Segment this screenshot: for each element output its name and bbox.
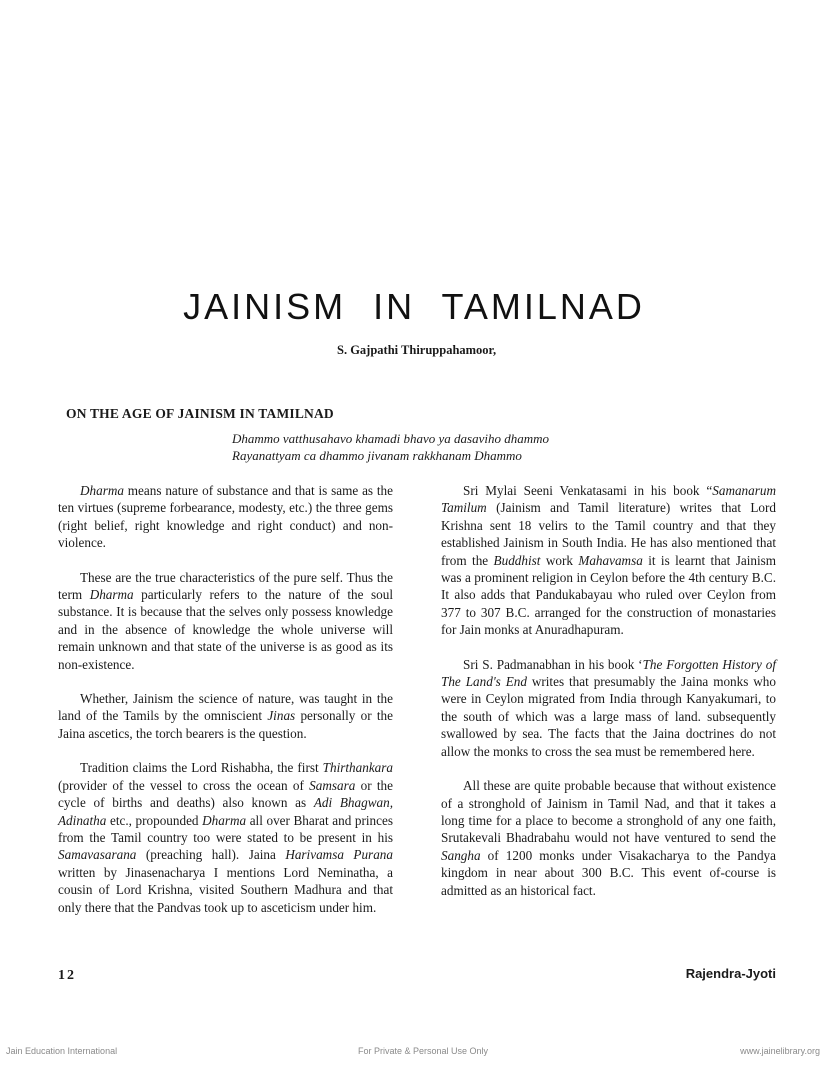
paragraph bbox=[58, 482, 393, 552]
paragraph-text: Sri S. Padmanabhan in his book ‘ bbox=[463, 656, 643, 672]
paragraph-text: etc., propounded bbox=[106, 812, 203, 828]
italic-term: Buddhist bbox=[493, 552, 541, 568]
italic-term: Jinas bbox=[267, 708, 296, 724]
right-column bbox=[441, 482, 776, 899]
paragraph bbox=[58, 759, 393, 916]
paragraph-text: These are the true characteristics of the pure self. Thus the term bbox=[58, 569, 393, 603]
paragraph-text: written by Jinasenacharya I mentions Lord Neminatha, a cousin of Lord Krishna, visited Southern Madhura and that only there that the Pandvas took up to asceticism under him. bbox=[58, 864, 393, 915]
paragraph-text: it is learnt that Jainism was a prominent religion in Ceylon before the 4th century B.C. It also adds that Pandukabayau who ruled over Ceylon from 377 to 307 B.C. arranged for the construction of monastaries for Jain monks at Anuradhapuram. bbox=[441, 552, 777, 638]
paragraph-text: means nature of substance and that is same as the ten virtues (supreme forbearance, modesty, etc.) the three gems (right belief, right knowledge and right conduct) and non-violence. bbox=[58, 483, 393, 551]
italic-term: Dharma bbox=[202, 812, 247, 828]
journal-name: Rajendra-Jyoti bbox=[685, 966, 776, 981]
italic-term: Adi Bhagwan, Adinatha bbox=[58, 795, 393, 828]
italic-term: The Forgotten History of The Land's End bbox=[441, 656, 776, 690]
italic-term: Dharma bbox=[89, 587, 134, 603]
paragraph-text: Whether, Jainism the science of nature, was taught in the land of the Tamils by the omniscient bbox=[58, 691, 393, 724]
italic-term: Samsara bbox=[309, 777, 356, 793]
paragraph bbox=[441, 777, 776, 899]
left-column bbox=[58, 482, 393, 916]
author-byline: S. Gajpathi Thiruppahamoor, bbox=[337, 343, 497, 357]
italic-term: Thirthankara bbox=[322, 760, 393, 776]
paragraph bbox=[58, 569, 393, 673]
paragraph-text: (provider of the vessel to cross the ocean of bbox=[58, 777, 310, 793]
paragraph-text: (preaching hall). Jaina bbox=[136, 847, 286, 863]
paragraph bbox=[441, 656, 776, 760]
italic-term: Harivamsa Purana bbox=[285, 847, 393, 863]
section-heading: ON THE AGE OF JAINISM IN TAMILNAD bbox=[66, 406, 334, 421]
footer-website-link[interactable]: www.jainelibrary.org bbox=[740, 1046, 820, 1056]
italic-term: Sangha bbox=[441, 847, 481, 863]
paragraph-text: Sri Mylai Seeni Venkatasami in his book “ bbox=[463, 483, 713, 498]
paragraph-text: (Jainism and Tamil literature) writes that Lord Krishna sent 18 velirs to the Tamil country and that they established Jainism in South India. He has also mentioned that from the bbox=[441, 500, 776, 568]
italic-term: Samavasarana bbox=[58, 847, 137, 863]
epigraph bbox=[232, 430, 612, 464]
epigraph-line: Rayanattyam ca dhammo jivanam rakkhanam Dhammo bbox=[232, 448, 522, 463]
paragraph bbox=[441, 482, 776, 639]
paragraph-text: of 1200 monks under Visakacharya to the Pandya kingdom in near about 300 B.C. This event of-course is admitted as an historical fact. bbox=[441, 847, 776, 898]
paragraph-text: All these are quite probable because that without existence of a stronghold of Jainism in Tamil Nad, and that it takes a long time for a place to become a stronghold of any one faith, Srutakevali Bhadrabahu would not have ventured to send the bbox=[441, 778, 776, 846]
paragraph-text: writes that presumably the Jaina monks who were in Ceylon migrated from India through Kanyakumari, to the south of which was a large mass of land. subsequently swallowed by sea. The facts that the Jaina doctrines do not allow the monks to cross the sea must be remembered here. bbox=[441, 674, 776, 759]
paragraph-text: all over Bharat and princes from the Tamil country too were stated to be present in his bbox=[58, 812, 393, 845]
paragraph-text: particularly refers to the nature of the soul substance. It is because that the selves only possess knowledge and in the absence of knowledge the whole universe will remain unknown and that state of the universe is as good as its non-existence. bbox=[58, 587, 393, 672]
page-number: 12 bbox=[58, 968, 76, 983]
footer-publisher: Jain Education International bbox=[6, 1046, 118, 1056]
paragraph-text: or the cycle of births and deaths) also known as bbox=[58, 777, 393, 811]
italic-term: Samanarum Tamilum bbox=[441, 483, 776, 516]
paragraph bbox=[58, 690, 393, 742]
paragraph-text: work bbox=[540, 552, 579, 568]
paragraph-text: personally or the Jaina ascetics, the torch bearers is the question. bbox=[58, 708, 394, 741]
italic-term: Dharma bbox=[80, 483, 124, 498]
article-title: JAINISM IN TAMILNAD bbox=[183, 286, 645, 328]
italic-term: Mahavamsa bbox=[578, 552, 643, 568]
paragraph-text: Tradition claims the Lord Rishabha, the first bbox=[80, 760, 323, 776]
footer-usage-note: For Private & Personal Use Only bbox=[358, 1046, 489, 1056]
epigraph-line: Dhammo vatthusahavo khamadi bhavo ya dasaviho dhammo bbox=[232, 431, 550, 446]
